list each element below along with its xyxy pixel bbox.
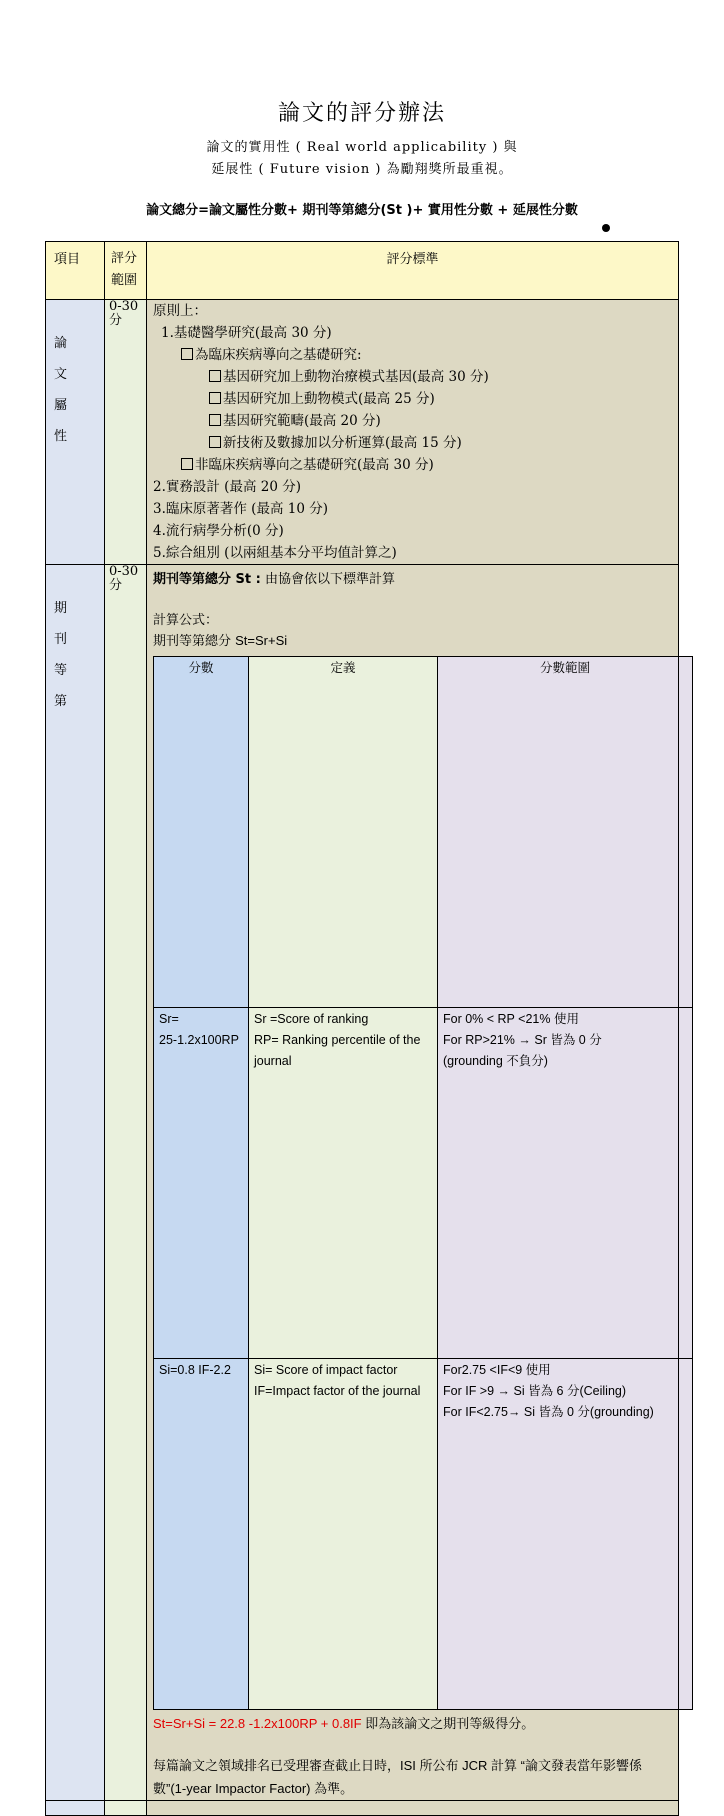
criteria-line: 4.流行病學分析(0 分)	[153, 523, 284, 539]
criteria-line	[153, 366, 678, 388]
sr-definition-cell	[249, 1008, 438, 1359]
row1-label-char: 論	[54, 336, 68, 351]
row2-range-cell	[105, 565, 147, 1801]
calc-section	[153, 611, 678, 652]
row1-criteria-cell	[147, 300, 679, 565]
row2-range-line1: 0-30	[109, 564, 139, 579]
final-formula-text: 即為該論文之期刊等級得分。	[361, 1716, 535, 1731]
calc-label: 計算公式：	[153, 613, 219, 628]
jcr-note: 每篇論文之領域排名已受理審查截止日時，ISI 所公布 JCR 計算 “論文發表當年影響係數”(1-year Impactor Factor) 為準。	[153, 1758, 642, 1796]
cell-line: Si= Score of impact factor	[254, 1363, 398, 1377]
st-title-rest: 由協會依以下標準計算	[260, 572, 395, 587]
cell-line: For2.75 <IF<9 使用	[443, 1363, 551, 1377]
sr-score-cell	[154, 1008, 249, 1359]
checkbox-icon	[209, 436, 221, 448]
criteria-text: 基因研究範疇(最高 20 分)	[223, 413, 381, 429]
checkbox-icon	[209, 414, 221, 426]
score-definition-table	[153, 656, 693, 1710]
cell-line: For RP>21% → Sr 皆為 0 分	[443, 1033, 602, 1047]
calc-formula-prefix: 期刊等第總分	[153, 634, 236, 649]
checkbox-icon	[209, 370, 221, 382]
criteria-line	[153, 388, 678, 410]
row2-label-char: 第	[54, 694, 68, 709]
criteria-text: 新技術及數據加以分析運算(最高 15 分)	[223, 435, 462, 451]
inner-header-row	[154, 657, 693, 1008]
table-row	[154, 1008, 693, 1359]
row2-label-char: 刊	[54, 632, 68, 647]
cell-line: RP= Ranking percentile of the journal	[254, 1033, 421, 1068]
row1-label-char: 文	[54, 367, 68, 382]
final-formula	[153, 1714, 678, 1734]
row2-label-cell	[46, 565, 105, 1801]
page-title: 論文的評分辦法	[277, 101, 446, 126]
bullet-dot	[602, 224, 610, 232]
row2-label-char: 期	[54, 601, 68, 616]
row1-range-line1: 0-30	[109, 299, 139, 314]
table-row-journal-rank	[46, 565, 679, 1801]
calc-formula-line	[153, 631, 678, 652]
criteria-text: 為臨床疾病導向之基礎研究:	[195, 347, 362, 363]
row1-label-cell	[46, 300, 105, 565]
table-row	[154, 1359, 693, 1710]
si-range-cell	[438, 1359, 693, 1710]
inner-header-range: 分數範圍	[438, 657, 693, 1008]
subtitle-line-1: 論文的實用性 ( Real world applicability ) 與	[206, 140, 518, 155]
row2-range-line2: 分	[109, 578, 123, 593]
inner-header-definition: 定義	[249, 657, 438, 1008]
empty-cell	[105, 1801, 147, 1816]
empty-cell	[147, 1801, 679, 1816]
row2-criteria-cell	[147, 565, 679, 1801]
criteria-line: 5.綜合組別 (以兩組基本分平均值計算之)	[153, 545, 397, 561]
table-row-empty	[46, 1801, 679, 1816]
calc-formula: St=Sr+Si	[235, 633, 288, 648]
sr-range-cell	[438, 1008, 693, 1359]
criteria-line: 2.實務設計 (最高 20 分)	[153, 479, 301, 495]
inner-header-score: 分數	[154, 657, 249, 1008]
criteria-line	[153, 344, 678, 366]
empty-cell	[46, 1801, 105, 1816]
criteria-line	[153, 410, 678, 432]
criteria-text: 非臨床疾病導向之基礎研究(最高 30 分)	[195, 457, 434, 473]
row1-range-line2: 分	[109, 313, 123, 328]
subtitle-line-2: 延展性 ( Future vision ) 為勵翔獎所最重視。	[211, 162, 513, 177]
row1-label-char: 性	[54, 429, 68, 444]
criteria-line	[153, 454, 678, 476]
cell-line: Si=0.8 IF-2.2	[159, 1363, 231, 1377]
criteria-text: 基因研究加上動物治療模式基因(最高 30 分)	[223, 369, 489, 385]
header-range-line2: 範圍	[111, 273, 138, 288]
criteria-line: 3.臨床原著著作 (最高 10 分)	[153, 501, 328, 517]
cell-line: Sr=	[159, 1012, 179, 1026]
cell-line: 25-1.2x100RP	[159, 1033, 239, 1047]
si-score-cell	[154, 1359, 249, 1710]
header-standard: 評分標準	[147, 242, 679, 300]
cell-line: For 0% < RP <21% 使用	[443, 1012, 579, 1026]
header-range	[105, 242, 147, 300]
header-range-line1: 評分	[111, 251, 138, 266]
criteria-text: 基因研究加上動物模式(最高 25 分)	[223, 391, 435, 407]
cell-line: For IF<2.75→ Si 皆為 0 分(grounding)	[443, 1405, 654, 1419]
checkbox-icon	[181, 458, 193, 470]
final-formula-red: St=Sr+Si = 22.8 -1.2x100RP + 0.8IF	[153, 1716, 362, 1731]
table-header-row	[46, 242, 679, 300]
header-item: 項目	[46, 242, 105, 300]
criteria-line	[153, 432, 678, 454]
cell-line: Sr =Score of ranking	[254, 1012, 369, 1026]
st-title	[153, 567, 678, 593]
total-score-formula: 論文總分=論文屬性分數+ 期刊等第總分(St )+ 實用性分數 + 延展性分數	[146, 203, 578, 218]
row1-range-cell	[105, 300, 147, 565]
cell-line: For IF >9 → Si 皆為 6 分(Ceiling)	[443, 1384, 627, 1398]
st-title-bold: 期刊等第總分 St :	[153, 572, 261, 587]
si-definition-cell	[249, 1359, 438, 1710]
checkbox-icon	[181, 348, 193, 360]
table-row-paper-attribute	[46, 300, 679, 565]
row2-label-char: 等	[54, 663, 68, 678]
criteria-line: 1.基礎醫學研究(最高 30 分)	[161, 325, 332, 341]
scoring-table	[45, 241, 679, 1816]
cell-line: (grounding 不負分)	[443, 1054, 548, 1068]
criteria-line: 原則上：	[153, 303, 207, 319]
cell-line: IF=Impact factor of the journal	[254, 1384, 421, 1398]
checkbox-icon	[209, 392, 221, 404]
row1-label-char: 屬	[54, 398, 68, 413]
